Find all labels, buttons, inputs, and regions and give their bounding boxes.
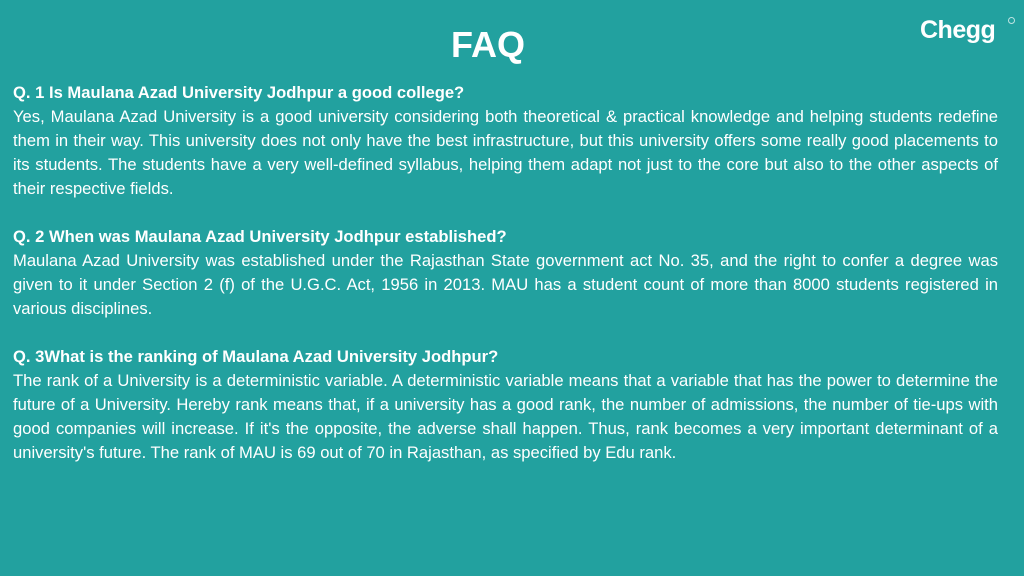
faq-item-3 (13, 345, 998, 465)
faq-answer: Maulana Azad University was established under the Rajasthan State government act No. 35, and the right to confer a degree was given to it under Section 2 (f) of the U.G.C. Act, 1956 in 2013. MAU has a student count of more than 8000 students registered in various disciplines. (13, 251, 998, 318)
faq-item-2 (13, 225, 998, 321)
faq-list (13, 81, 998, 489)
faq-answer: Yes, Maulana Azad University is a good university considering both theoretical & practical knowledge and helping students redefine them in their way. This university does not only have the best infrastructure, but this university offers some really good placements to its students. The students have a very well-defined syllabus, helping them adapt not just to the core but also to the other aspects of their respective fields. (13, 107, 998, 198)
chegg-logo: Chegg (920, 16, 996, 44)
faq-question: Q. 1 Is Maulana Azad University Jodhpur a good college? (13, 83, 465, 102)
page-title: FAQ (450, 24, 525, 65)
faq-question: Q. 3What is the ranking of Maulana Azad University Jodhpur? (13, 347, 499, 366)
faq-item-1 (13, 81, 998, 201)
registered-mark-icon (1008, 17, 1015, 24)
faq-answer: The rank of a University is a deterministic variable. A deterministic variable means that a variable that has the power to determine the future of a University. Hereby rank means that, if a university has a good rank, the number of admissions, the number of tie-ups with good companies will increase. If it's the opposite, the adverse shall happen. Thus, rank becomes a very important determinant of a university's future. The rank of MAU is 69 out of 70 in Rajasthan, as specified by Edu rank. (13, 371, 998, 462)
faq-question: Q. 2 When was Maulana Azad University Jodhpur established? (13, 227, 507, 246)
